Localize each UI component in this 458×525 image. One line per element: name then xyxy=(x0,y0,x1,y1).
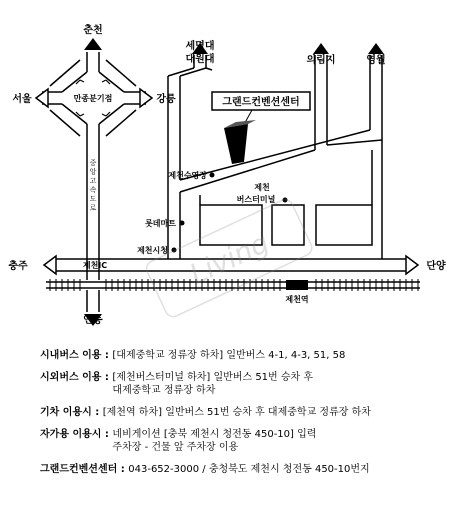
station-marker xyxy=(286,280,308,290)
arrow-north-icon xyxy=(313,43,329,54)
venue-label: 그랜드컨벤션센터 xyxy=(222,97,300,108)
ic-label: 제천IC xyxy=(82,261,108,270)
car-value-2: 주차장 - 건물 앞 주차장 이용 xyxy=(112,442,239,453)
mart-label: 롯데마트 xyxy=(145,219,176,228)
city-bus-row xyxy=(40,349,450,362)
car-value-1: 네비게이션 [충북 제천시 청전동 450-10] 입력 xyxy=(112,429,317,440)
directions-panel xyxy=(40,349,450,485)
venue-building xyxy=(224,120,256,164)
road-label-semyung: 세명대 xyxy=(185,41,215,52)
venue-info-label: 그랜드컨벤션센터 : xyxy=(40,464,129,475)
venue-row xyxy=(40,463,450,476)
terminal-label-2: 버스터미널 xyxy=(236,195,276,204)
arrow-north-icon xyxy=(368,43,384,54)
intercity-bus-row xyxy=(40,371,450,397)
junction-label: 만종분기점 xyxy=(73,94,113,103)
train-row xyxy=(40,406,450,419)
city-hall-label: 제천시청 xyxy=(137,246,168,255)
highway-label: 중 앙 고 속 도 로 xyxy=(89,159,97,212)
landmark-dot xyxy=(210,173,215,178)
intercity-bus-value-2: 대제중학교 정류장 하차 xyxy=(112,385,216,396)
east-top-label: 강릉 xyxy=(156,94,176,105)
north-label: 춘천 xyxy=(83,25,103,36)
intercity-bus-value-1: [제천버스터미널 하차] 일반버스 51번 승차 후 xyxy=(112,372,314,383)
station-label: 제천역 xyxy=(285,295,309,304)
landmark-dot xyxy=(180,221,185,226)
intercity-bus-label: 시외버스 이용 : xyxy=(40,372,113,383)
road-label-uirimji: 의림지 xyxy=(306,55,336,66)
road-label-yeongwol: 영월 xyxy=(366,55,386,66)
town-roads xyxy=(168,43,384,259)
car-label: 자가용 이용시 : xyxy=(40,429,113,440)
road-label-daewon: 대원대 xyxy=(185,54,215,65)
train-value: [제천역 하차] 일반버스 51번 승차 후 대제중학교 정류장 하차 xyxy=(102,407,371,418)
car-row xyxy=(40,428,450,454)
train-label: 기차 이용시 : xyxy=(40,407,103,418)
city-bus-label: 시내버스 이용 : xyxy=(40,350,113,361)
svg-text:Living: Living xyxy=(184,226,275,292)
south-label: 안동 xyxy=(83,315,103,326)
city-bus-value: [대제중학교 정류장 하차] 일반버스 4-1, 4-3, 51, 58 xyxy=(112,350,346,361)
stadium-label: 제천수영장 xyxy=(168,171,207,180)
west-bottom-label: 충주 xyxy=(8,261,28,272)
west-top-label: 서울 xyxy=(12,94,32,105)
east-bottom-label: 단양 xyxy=(426,261,446,272)
arrow-east-icon xyxy=(406,256,418,274)
arrow-north-icon xyxy=(84,38,102,50)
terminal-label-1: 제천 xyxy=(254,183,270,192)
arrow-west-icon xyxy=(44,256,56,274)
venue-info-value: 043-652-3000 / 충청북도 제천시 청전동 450-10번지 xyxy=(128,464,370,475)
